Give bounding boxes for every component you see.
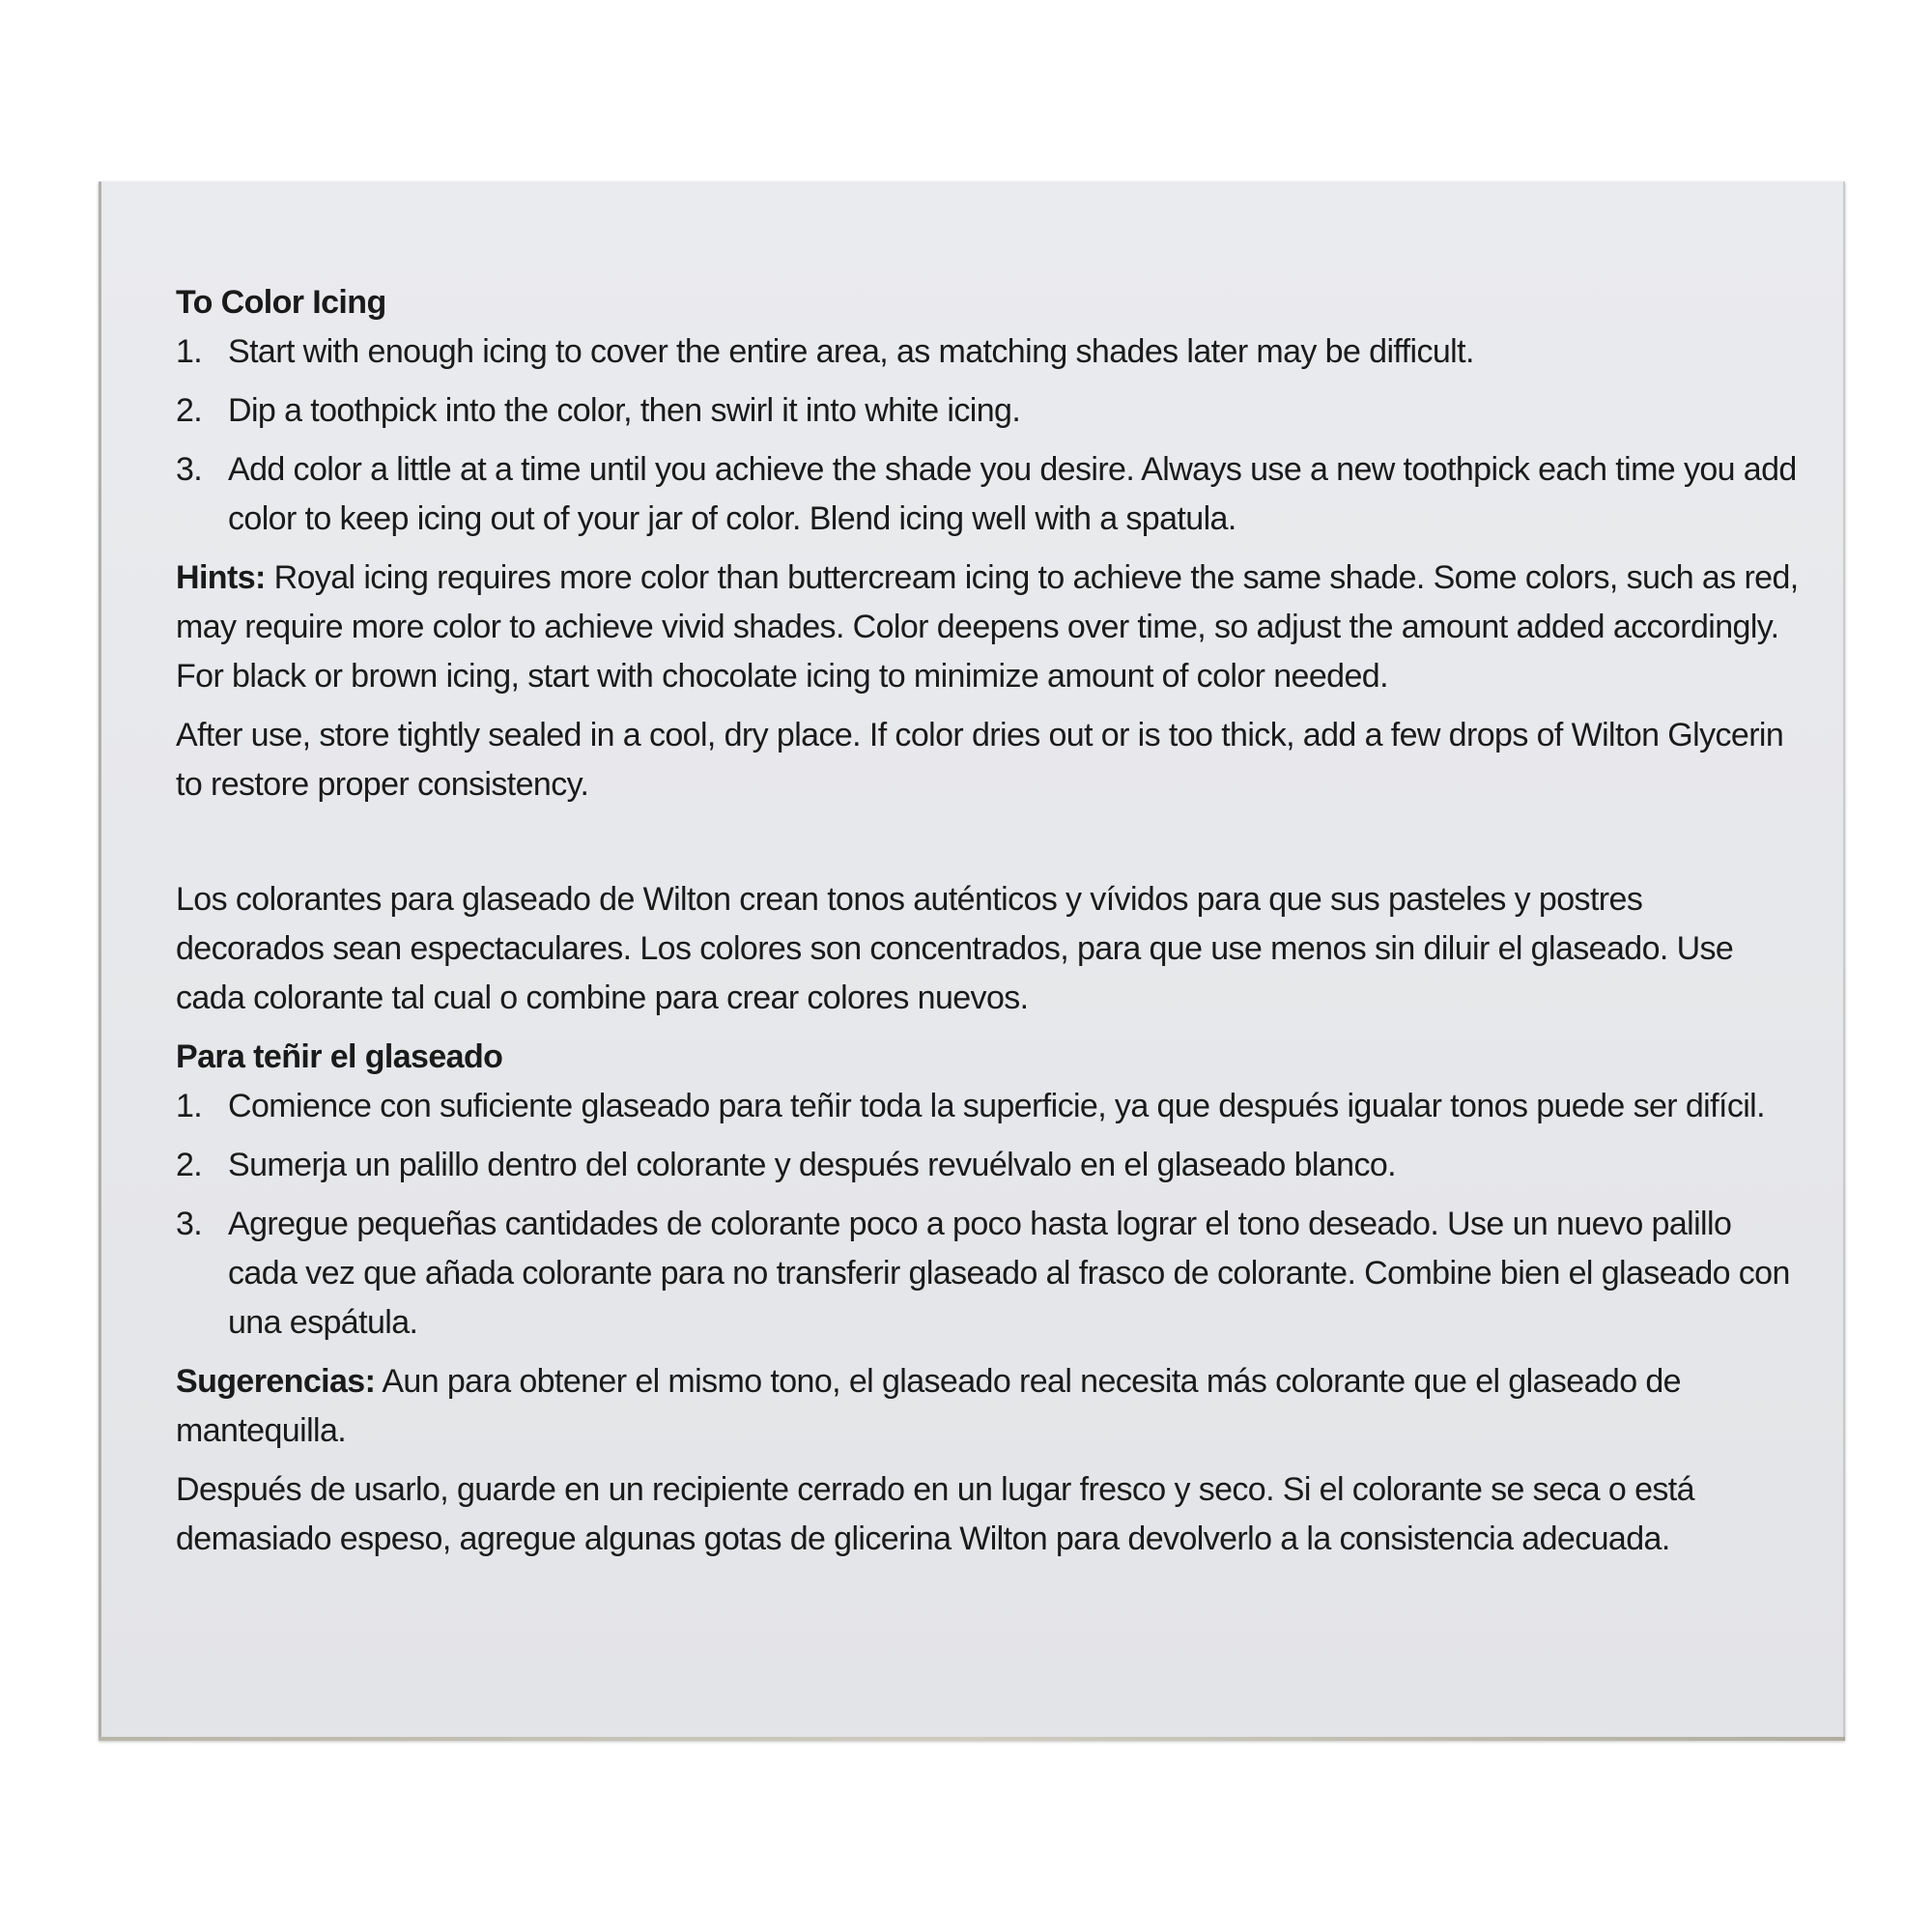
step-text: Start with enough icing to cover the entire area, as matching shades later may be difficult. bbox=[228, 333, 1474, 370]
section-spacer bbox=[176, 819, 1799, 875]
step-text: Add color a little at a time until you achieve the shade you desire. Always use a new toothpick each time you add color to keep icing out of your jar of color. Blend icing well with a spatula. bbox=[228, 451, 1797, 537]
english-hints bbox=[176, 554, 1799, 701]
spanish-steps-list bbox=[176, 1082, 1799, 1348]
step-text: Dip a toothpick into the color, then swirl it into white icing. bbox=[228, 392, 1021, 429]
spanish-step-1 bbox=[176, 1082, 1799, 1131]
step-number: 3. bbox=[176, 451, 203, 488]
package-panel bbox=[99, 182, 1845, 1741]
step-text: Comience con suficiente glaseado para teñir toda la superficie, ya que después igualar tonos puede ser difícil. bbox=[228, 1088, 1765, 1124]
spanish-intro: Los colorantes para glaseado de Wilton crean tonos auténticos y vívidos para que sus pasteles y postres decorados sean espectaculares. Los colores son concentrados, para que use menos sin diluir el glaseado. Use cada colorante tal cual o combine para crear colores nuevos. bbox=[176, 881, 1734, 1016]
spanish-heading: Para teñir el glaseado bbox=[176, 1038, 503, 1075]
step-number: 2. bbox=[176, 1147, 203, 1183]
spanish-step-2 bbox=[176, 1141, 1799, 1190]
hints-label: Sugerencias: bbox=[176, 1363, 376, 1400]
english-step-1 bbox=[176, 327, 1799, 377]
instructions-text bbox=[176, 278, 1799, 1574]
hints-label: Hints: bbox=[176, 559, 266, 596]
english-step-3 bbox=[176, 445, 1799, 544]
step-number: 2. bbox=[176, 392, 203, 429]
step-number: 1. bbox=[176, 333, 203, 370]
english-heading: To Color Icing bbox=[176, 284, 386, 321]
step-text: Sumerja un palillo dentro del colorante y después revuélvalo en el glaseado blanco. bbox=[228, 1147, 1397, 1183]
step-number: 1. bbox=[176, 1088, 203, 1124]
hints-text: Royal icing requires more color than buttercream icing to achieve the same shade. Some colors, such as red, may require more color to achieve vivid shades. Color deepens over time, so adjust the amount added accordingly. For black or brown icing, start with chocolate icing to minimize amount of color needed. bbox=[176, 559, 1799, 695]
panel-bottom-edge bbox=[99, 1737, 1845, 1741]
english-storage: After use, store tightly sealed in a cool, dry place. If color dries out or is too thick, add a few drops of Wilton Glycerin to restore proper consistency. bbox=[176, 717, 1784, 803]
english-step-2 bbox=[176, 386, 1799, 436]
step-number: 3. bbox=[176, 1206, 203, 1242]
step-text: Agregue pequeñas cantidades de colorante poco a poco hasta lograr el tono deseado. Use un nuevo palillo cada vez que añada colorante para no transferir glaseado al frasco de colorante. Combine bien el glaseado con una espátula. bbox=[228, 1206, 1790, 1341]
spanish-storage: Después de usarlo, guarde en un recipiente cerrado en un lugar fresco y seco. Si el colorante se seca o está demasiado espeso, agregue algunas gotas de glicerina Wilton para devolverlo a la consistencia adecuada. bbox=[176, 1471, 1694, 1557]
english-steps-list bbox=[176, 327, 1799, 544]
spanish-step-3 bbox=[176, 1200, 1799, 1348]
spanish-hints bbox=[176, 1357, 1799, 1456]
hints-text: Aun para obtener el mismo tono, el glaseado real necesita más colorante que el glaseado de mantequilla. bbox=[176, 1363, 1681, 1449]
